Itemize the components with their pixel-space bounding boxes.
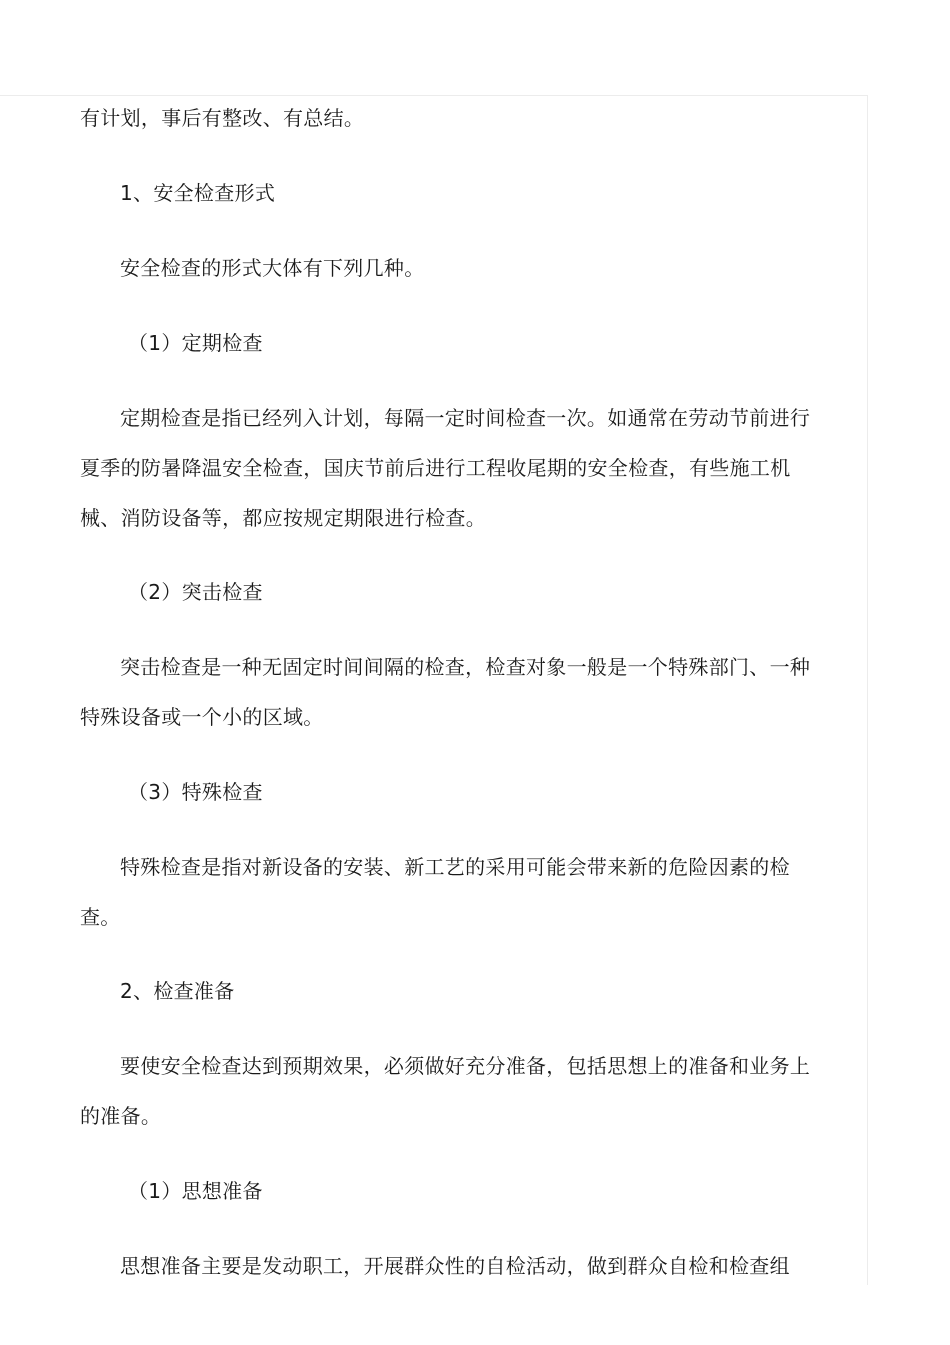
paragraph-preparation-intro: 要使安全检查达到预期效果，必须做好充分准备，包括思想上的准备和业务上的准备。 [80, 1054, 811, 1128]
paragraph-continuation: 有计划，事后有整改、有总结。 [80, 106, 365, 130]
paragraph-special-inspection: 特殊检查是指对新设备的安装、新工艺的采用可能会带来新的危险因素的检查。 [80, 855, 790, 929]
paragraph-periodic-inspection: 定期检查是指已经列入计划，每隔一定时间检查一次。如通常在劳动节前进行夏季的防暑降温安全检查，国庆节前后进行工程收尾期的安全检查，有些施工机械、消防设备等，都应按规定期限进行检查。 [80, 406, 811, 530]
subheading-mental-preparation: （1）思想准备 [128, 1179, 263, 1203]
subheading-special-inspection: （3）特殊检查 [128, 780, 263, 804]
section-heading-inspection-forms: 1、安全检查形式 [120, 181, 276, 205]
paragraph-forms-intro: 安全检查的形式大体有下列几种。 [120, 256, 425, 280]
paragraph-mental-preparation: 思想准备主要是发动职工，开展群众性的自检活动，做到群众自检和检查组 [120, 1254, 790, 1278]
paragraph-surprise-inspection: 突击检查是一种无固定时间间隔的检查，检查对象一般是一个特殊部门、一种特殊设备或一个小的区域。 [80, 655, 811, 729]
section-heading-inspection-preparation: 2、检查准备 [120, 979, 235, 1003]
subheading-surprise-inspection: （2）突击检查 [128, 580, 263, 604]
subheading-periodic-inspection: （1）定期检查 [128, 331, 263, 355]
